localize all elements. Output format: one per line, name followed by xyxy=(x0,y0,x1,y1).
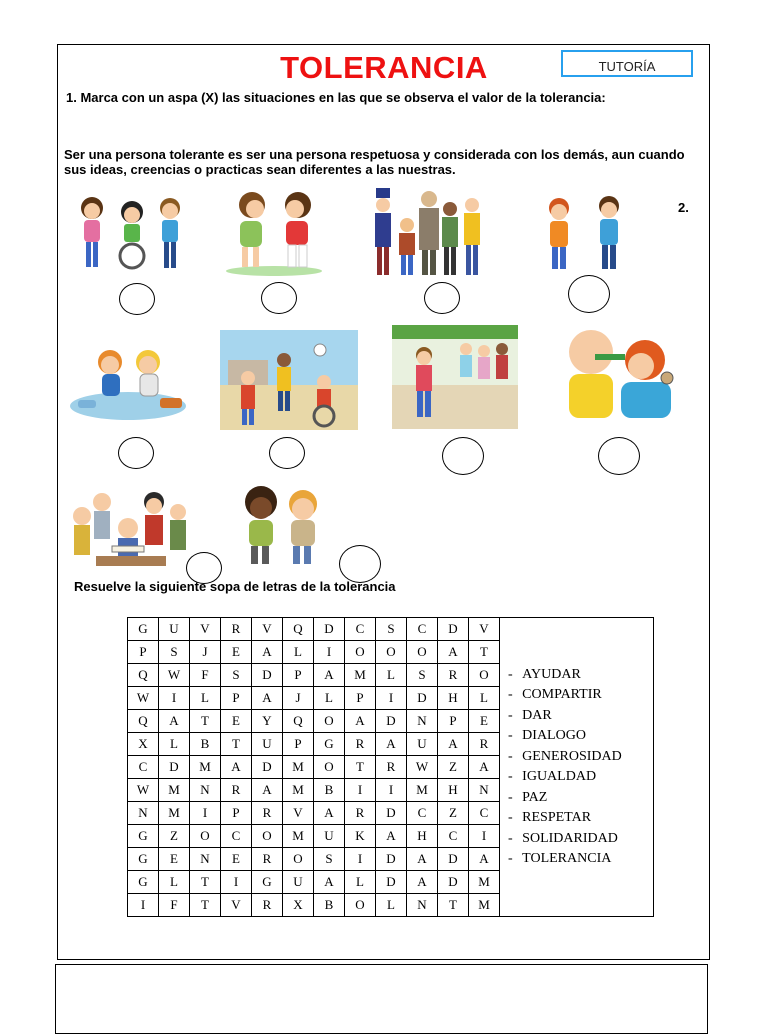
letter-cell[interactable]: O xyxy=(345,894,376,917)
letter-cell[interactable]: E xyxy=(469,710,500,733)
letter-cell[interactable]: H xyxy=(438,779,469,802)
letter-cell[interactable]: L xyxy=(376,894,407,917)
answer-circle-2[interactable] xyxy=(261,282,297,314)
letter-cell[interactable]: F xyxy=(159,894,190,917)
letter-cell[interactable]: D xyxy=(252,756,283,779)
tutoria-tag: TUTORÍA xyxy=(561,50,693,77)
letter-cell[interactable]: I xyxy=(345,779,376,802)
letter-cell[interactable]: D xyxy=(376,871,407,894)
letter-cell[interactable]: U xyxy=(252,733,283,756)
letter-cell[interactable]: I xyxy=(345,848,376,871)
letter-cell[interactable]: A xyxy=(345,710,376,733)
letter-cell[interactable]: P xyxy=(345,687,376,710)
letter-cell[interactable]: Q xyxy=(283,710,314,733)
letter-cell[interactable]: L xyxy=(190,687,221,710)
letter-cell[interactable]: M xyxy=(407,779,438,802)
kids-arguing-icon xyxy=(222,185,327,277)
kids-mocking-reader-icon xyxy=(66,488,192,570)
letter-cell[interactable]: M xyxy=(190,756,221,779)
two-boys-ignoring-icon xyxy=(537,182,637,274)
kids-with-wheelchair-friend-icon xyxy=(70,190,195,275)
letter-cell[interactable]: D xyxy=(407,687,438,710)
letter-cell[interactable]: O xyxy=(190,825,221,848)
word-list-item: - AYUDAR xyxy=(508,665,653,686)
letter-cell[interactable]: R xyxy=(252,848,283,871)
letter-cell[interactable]: O xyxy=(345,641,376,664)
letter-cell[interactable]: G xyxy=(128,618,159,641)
answer-circle-7[interactable] xyxy=(442,437,484,475)
kids-playing-ball-wheelchair-icon xyxy=(220,330,358,430)
letter-cell[interactable]: P xyxy=(283,664,314,687)
answer-circle-1[interactable] xyxy=(119,283,155,315)
letter-cell[interactable]: A xyxy=(438,733,469,756)
letter-cell[interactable]: S xyxy=(407,664,438,687)
letter-cell[interactable]: A xyxy=(376,733,407,756)
letter-cell[interactable]: O xyxy=(252,825,283,848)
letter-cell[interactable]: A xyxy=(407,871,438,894)
letter-cell[interactable]: S xyxy=(314,848,345,871)
letter-cell[interactable]: T xyxy=(345,756,376,779)
word-list-item: - TOLERANCIA xyxy=(508,849,653,870)
letter-cell[interactable]: D xyxy=(438,848,469,871)
letter-cell[interactable]: B xyxy=(314,779,345,802)
letter-cell[interactable]: V xyxy=(283,802,314,825)
letter-cell[interactable]: C xyxy=(407,618,438,641)
letter-cell[interactable]: U xyxy=(407,733,438,756)
letter-cell[interactable]: N xyxy=(407,894,438,917)
letter-cell[interactable]: X xyxy=(283,894,314,917)
letter-cell[interactable]: S xyxy=(159,641,190,664)
letter-cell[interactable]: O xyxy=(283,848,314,871)
letter-cell[interactable]: N xyxy=(190,848,221,871)
letter-cell[interactable]: N xyxy=(190,779,221,802)
question-1: 1. Marca con un aspa (X) las situaciones en las que se observa el valor de la tolerancia: xyxy=(66,90,606,105)
letter-cell[interactable]: M xyxy=(283,779,314,802)
letter-cell[interactable]: L xyxy=(345,871,376,894)
letter-cell[interactable]: V xyxy=(221,894,252,917)
word-list-cell xyxy=(500,618,654,917)
letter-cell[interactable]: G xyxy=(128,825,159,848)
letter-cell[interactable]: R xyxy=(469,733,500,756)
letter-cell[interactable]: R xyxy=(252,894,283,917)
letter-cell[interactable]: Q xyxy=(128,710,159,733)
letter-cell[interactable]: R xyxy=(252,802,283,825)
letter-cell[interactable]: D xyxy=(438,871,469,894)
word-list-item: - RESPETAR xyxy=(508,808,653,829)
word-list xyxy=(500,665,653,870)
letter-cell[interactable]: L xyxy=(314,687,345,710)
letter-cell[interactable]: L xyxy=(283,641,314,664)
letter-cell[interactable]: M xyxy=(345,664,376,687)
letter-cell[interactable]: H xyxy=(438,687,469,710)
letter-cell[interactable]: Z xyxy=(438,802,469,825)
letter-cell[interactable]: L xyxy=(376,664,407,687)
letter-cell[interactable]: I xyxy=(221,871,252,894)
letter-cell[interactable]: U xyxy=(283,871,314,894)
letter-cell[interactable]: K xyxy=(345,825,376,848)
letter-cell[interactable]: A xyxy=(314,871,345,894)
letter-cell[interactable]: I xyxy=(376,779,407,802)
boys-fighting-icon xyxy=(68,340,190,428)
letter-cell[interactable]: P xyxy=(128,641,159,664)
word-list-item: - DAR xyxy=(508,706,653,727)
letter-cell[interactable]: A xyxy=(252,687,283,710)
letter-cell[interactable]: O xyxy=(314,710,345,733)
letter-cell[interactable]: N xyxy=(128,802,159,825)
letter-cell[interactable]: D xyxy=(376,848,407,871)
answer-circle-4[interactable] xyxy=(568,275,610,313)
letter-cell[interactable]: R xyxy=(376,756,407,779)
letter-cell[interactable]: A xyxy=(469,756,500,779)
letter-cell[interactable]: I xyxy=(314,641,345,664)
letter-cell[interactable]: M xyxy=(283,756,314,779)
word-list-item: - IGUALDAD xyxy=(508,767,653,788)
answer-circle-10[interactable] xyxy=(339,545,381,583)
letter-cell[interactable]: M xyxy=(283,825,314,848)
letter-cell[interactable]: Y xyxy=(252,710,283,733)
letter-cell[interactable]: A xyxy=(376,825,407,848)
tolerance-definition: Ser una persona tolerante es ser una persona respetuosa y considerada con los demás, aun cuando sus ideas, creencias o practicas sean diferentes a las nuestras. xyxy=(64,147,685,177)
letter-cell[interactable]: Z xyxy=(438,756,469,779)
letter-cell[interactable]: I xyxy=(159,687,190,710)
word-search-table xyxy=(127,617,654,917)
letter-cell[interactable]: C xyxy=(407,802,438,825)
answer-circle-6[interactable] xyxy=(269,437,305,469)
letter-cell[interactable]: E xyxy=(221,710,252,733)
letter-cell[interactable]: G xyxy=(314,733,345,756)
letter-cell[interactable]: P xyxy=(438,710,469,733)
letter-cell[interactable]: M xyxy=(469,871,500,894)
letter-cell[interactable]: C xyxy=(221,825,252,848)
letter-cell[interactable]: L xyxy=(469,687,500,710)
word-search-row xyxy=(128,618,654,641)
kids-excluding-boy-icon xyxy=(392,325,518,429)
letter-cell[interactable]: U xyxy=(314,825,345,848)
letter-cell[interactable]: A xyxy=(221,756,252,779)
letter-cell[interactable]: W xyxy=(128,687,159,710)
letter-cell[interactable]: V xyxy=(469,618,500,641)
letter-cell[interactable]: R xyxy=(345,733,376,756)
letter-cell[interactable]: C xyxy=(438,825,469,848)
boy-combing-girl-hair-icon xyxy=(555,320,680,428)
letter-cell[interactable]: O xyxy=(469,664,500,687)
letter-cell[interactable]: T xyxy=(190,710,221,733)
letter-cell[interactable]: T xyxy=(190,894,221,917)
letter-cell[interactable]: R xyxy=(438,664,469,687)
letter-cell[interactable]: W xyxy=(407,756,438,779)
diverse-people-group-icon xyxy=(372,183,492,278)
letter-cell[interactable]: U xyxy=(159,618,190,641)
page-title: TOLERANCIA xyxy=(280,50,488,85)
letter-cell[interactable]: V xyxy=(190,618,221,641)
letter-cell[interactable]: A xyxy=(252,779,283,802)
letter-cell[interactable]: S xyxy=(221,664,252,687)
letter-cell[interactable]: M xyxy=(159,779,190,802)
letter-cell[interactable]: S xyxy=(376,618,407,641)
letter-cell[interactable]: A xyxy=(314,664,345,687)
letter-cell[interactable]: A xyxy=(407,848,438,871)
letter-cell[interactable]: G xyxy=(128,871,159,894)
letter-cell[interactable]: Z xyxy=(159,825,190,848)
letter-cell[interactable]: P xyxy=(221,687,252,710)
letter-cell[interactable]: W xyxy=(159,664,190,687)
question-2: Resuelve la siguiente sopa de letras de la tolerancia xyxy=(74,579,396,594)
letter-cell[interactable]: V xyxy=(252,618,283,641)
answer-circle-5[interactable] xyxy=(118,437,154,469)
letter-cell[interactable]: Q xyxy=(283,618,314,641)
letter-cell[interactable]: O xyxy=(314,756,345,779)
word-list-item: - COMPARTIR xyxy=(508,685,653,706)
letter-cell[interactable]: R xyxy=(345,802,376,825)
letter-cell[interactable]: C xyxy=(345,618,376,641)
letter-cell[interactable]: D xyxy=(314,618,345,641)
letter-cell[interactable]: N xyxy=(407,710,438,733)
letter-cell[interactable]: E xyxy=(221,641,252,664)
letter-cell[interactable]: D xyxy=(376,710,407,733)
letter-cell[interactable]: N xyxy=(469,779,500,802)
letter-cell[interactable]: C xyxy=(128,756,159,779)
word-list-item: - PAZ xyxy=(508,788,653,809)
letter-cell[interactable]: D xyxy=(376,802,407,825)
letter-cell[interactable]: W xyxy=(128,779,159,802)
word-list-item: - DIALOGO xyxy=(508,726,653,747)
letter-cell[interactable]: D xyxy=(438,618,469,641)
word-list-item: - SOLIDARIDAD xyxy=(508,829,653,850)
letter-cell[interactable]: J xyxy=(190,641,221,664)
letter-cell[interactable]: B xyxy=(190,733,221,756)
letter-cell[interactable]: M xyxy=(469,894,500,917)
letter-cell[interactable]: I xyxy=(190,802,221,825)
letter-cell[interactable]: A xyxy=(314,802,345,825)
letter-cell[interactable]: R xyxy=(221,618,252,641)
letter-cell[interactable]: T xyxy=(221,733,252,756)
word-list-item: - GENEROSIDAD xyxy=(508,747,653,768)
letter-cell[interactable]: O xyxy=(376,641,407,664)
letter-cell[interactable]: I xyxy=(128,894,159,917)
letter-cell[interactable]: L xyxy=(159,871,190,894)
letter-cell[interactable]: D xyxy=(159,756,190,779)
letter-cell[interactable]: X xyxy=(128,733,159,756)
question-2-number: 2. xyxy=(678,200,689,215)
answer-circle-8[interactable] xyxy=(598,437,640,475)
letter-cell[interactable]: A xyxy=(159,710,190,733)
letter-cell[interactable]: I xyxy=(376,687,407,710)
letter-cell[interactable]: G xyxy=(252,871,283,894)
letter-cell[interactable]: F xyxy=(190,664,221,687)
letter-cell[interactable]: H xyxy=(407,825,438,848)
letter-cell[interactable]: A xyxy=(438,641,469,664)
letter-cell[interactable]: M xyxy=(159,802,190,825)
letter-cell[interactable]: T xyxy=(438,894,469,917)
letter-cell[interactable]: P xyxy=(221,802,252,825)
letter-cell[interactable]: C xyxy=(469,802,500,825)
letter-cell[interactable]: A xyxy=(252,641,283,664)
letter-cell[interactable]: E xyxy=(221,848,252,871)
letter-cell[interactable]: O xyxy=(407,641,438,664)
letter-cell[interactable]: T xyxy=(469,641,500,664)
letter-cell[interactable]: E xyxy=(159,848,190,871)
letter-cell[interactable]: B xyxy=(314,894,345,917)
letter-cell[interactable]: J xyxy=(283,687,314,710)
letter-cell[interactable]: Q xyxy=(128,664,159,687)
letter-cell[interactable]: D xyxy=(252,664,283,687)
letter-cell[interactable]: L xyxy=(159,733,190,756)
letter-cell[interactable]: R xyxy=(221,779,252,802)
answer-circle-3[interactable] xyxy=(424,282,460,314)
letter-cell[interactable]: A xyxy=(469,848,500,871)
two-friends-hugging-icon xyxy=(225,484,337,568)
letter-cell[interactable]: I xyxy=(469,825,500,848)
letter-cell[interactable]: T xyxy=(190,871,221,894)
letter-cell[interactable]: G xyxy=(128,848,159,871)
letter-cell[interactable]: P xyxy=(283,733,314,756)
